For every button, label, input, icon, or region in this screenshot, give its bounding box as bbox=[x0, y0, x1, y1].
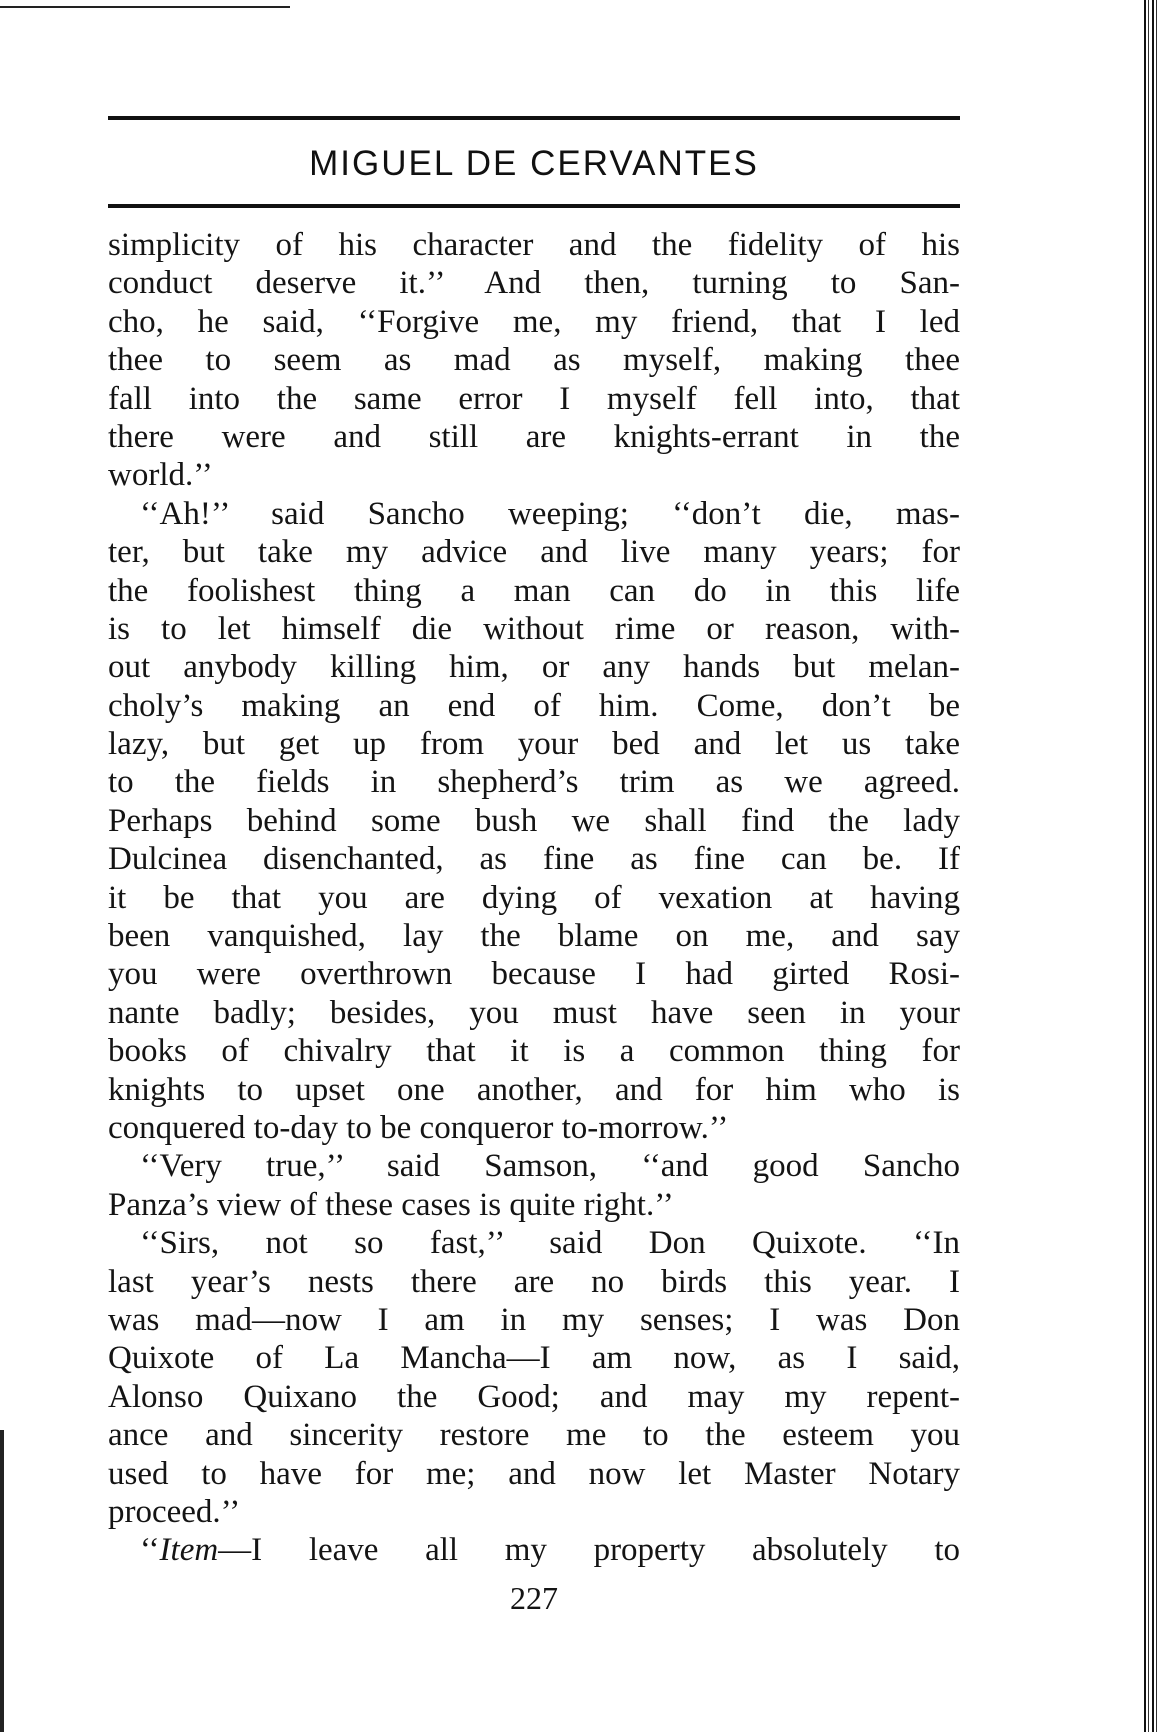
text-line-final bbox=[108, 1531, 960, 1569]
text-line: nante badly; besides, you must have seen in your bbox=[108, 994, 960, 1031]
text-line: Dulcinea disenchanted, as fine as fine can be. If bbox=[108, 841, 960, 878]
text-line: out anybody killing him, or any hands but melan- bbox=[108, 649, 960, 686]
running-head: MIGUEL DE CERVANTES bbox=[309, 144, 759, 183]
text-line: ‘‘Ah!’’ said Sancho weeping; ‘‘don’t die, mas- bbox=[140, 495, 960, 532]
text-line: cho, he said, ‘‘Forgive me, my friend, that I led bbox=[108, 303, 960, 340]
open-quote: ‘‘ bbox=[140, 1532, 160, 1569]
text-line: thee to seem as mad as myself, making thee bbox=[108, 342, 960, 379]
text-line: Alonso Quixano the Good; and may my repent- bbox=[108, 1378, 960, 1415]
text-line: was mad—now I am in my senses; I was Don bbox=[108, 1301, 960, 1338]
text-line: it be that you are dying of vexation at having bbox=[108, 879, 960, 916]
text-line: used to have for me; and now let Master Notary bbox=[108, 1455, 960, 1492]
text-line: ter, but take my advice and live many years; for bbox=[108, 534, 960, 571]
text-line: Quixote of La Mancha—I am now, as I said, bbox=[108, 1340, 960, 1377]
text-line: lazy, but get up from your bed and let us take bbox=[108, 726, 960, 763]
text-line: Panza’s view of these cases is quite right.’’ bbox=[108, 1186, 674, 1223]
text-line: ‘‘Sirs, not so fast,’’ said Don Quixote. ‘‘In bbox=[140, 1225, 960, 1262]
text-line: conduct deserve it.’’ And then, turning to San- bbox=[108, 265, 960, 302]
header-rule-bottom bbox=[108, 204, 960, 208]
book-page bbox=[108, 108, 960, 1708]
book-gutter-edge bbox=[1144, 0, 1160, 1732]
text-line: you were overthrown because I had girted Rosi- bbox=[108, 956, 960, 993]
text-line: ‘‘Very true,’’ said Samson, ‘‘and good Sancho bbox=[140, 1148, 960, 1185]
text-line: ance and sincerity restore me to the esteem you bbox=[108, 1417, 960, 1454]
text-line: books of chivalry that it is a common thing for bbox=[108, 1033, 960, 1070]
text-line: proceed.’’ bbox=[108, 1493, 241, 1530]
text-line: conquered to-day to be conqueror to-morrow.’’ bbox=[108, 1109, 729, 1146]
text-line: simplicity of his character and the fidelity of his bbox=[108, 227, 960, 263]
scan-edge-line bbox=[0, 6, 290, 8]
text-line: last year’s nests there are no birds this year. I bbox=[108, 1263, 960, 1300]
text-line: is to let himself die without rime or reason, with- bbox=[108, 610, 960, 647]
text-line: choly’s making an end of him. Come, don’t be bbox=[108, 687, 960, 724]
header-rule-top bbox=[108, 116, 960, 120]
text-line: Perhaps behind some bush we shall find the lady bbox=[108, 802, 960, 839]
body-text bbox=[108, 226, 960, 1570]
text-line: the foolishest thing a man can do in this life bbox=[108, 572, 960, 609]
text-line: there were and still are knights-errant in the bbox=[108, 418, 960, 455]
text-line: world.’’ bbox=[108, 457, 213, 494]
text-line: fall into the same error I myself fell into, that bbox=[108, 380, 960, 417]
text-line: knights to upset one another, and for him who is bbox=[108, 1071, 960, 1108]
page-number: 227 bbox=[510, 1580, 558, 1616]
page-left-edge bbox=[0, 1430, 4, 1732]
final-line-rest: —I leave all my property absolutely to bbox=[218, 1532, 960, 1569]
text-line: been vanquished, lay the blame on me, and say bbox=[108, 918, 960, 955]
italic-word-item: Item bbox=[159, 1532, 219, 1569]
text-line: to the fields in shepherd’s trim as we agreed. bbox=[108, 764, 960, 801]
